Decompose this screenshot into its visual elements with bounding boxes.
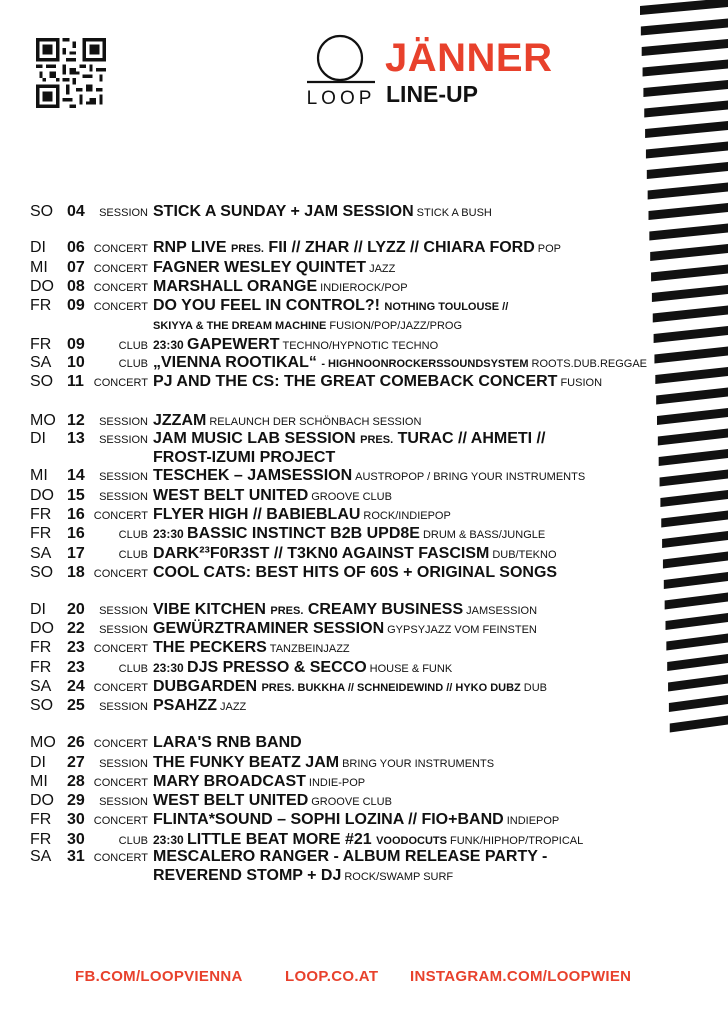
stripe xyxy=(641,19,728,36)
event-genre: ROCK/INDIEPOP xyxy=(363,510,451,522)
page-subtitle: LINE-UP xyxy=(386,81,478,107)
event-genre: INDIEPOP xyxy=(506,815,560,827)
event-type: CLUB xyxy=(118,835,148,847)
event-genre: RELAUNCH DER SCHÖNBACH SESSION xyxy=(209,416,422,428)
event-day: DI xyxy=(30,754,46,771)
event-title: FLYER HIGH // BABIEBLAU ROCK/INDIEPOP xyxy=(153,506,451,523)
event-type: CLUB xyxy=(118,549,148,561)
event-type: CONCERT xyxy=(93,377,148,389)
event-day: DO xyxy=(30,620,54,637)
event-day: DO xyxy=(30,278,54,295)
stripe xyxy=(645,121,728,138)
event-genre: TECHNO/HYPNOTIC TECHNO xyxy=(282,340,439,352)
event-title: 23:30 DJS PRESSO & SECCO HOUSE & FUNK xyxy=(153,659,453,676)
event-title: WEST BELT UNITED GROOVE CLUB xyxy=(153,487,392,504)
event-date: 10 xyxy=(67,354,85,371)
event-genre: FUSION xyxy=(560,377,603,389)
event-type: CONCERT xyxy=(93,852,148,864)
event-type: CONCERT xyxy=(93,777,148,789)
event-date: 26 xyxy=(67,734,85,751)
event-subtitle: - HIGHNOONROCKERSSOUNDSYSTEM xyxy=(321,358,529,370)
event-day: MI xyxy=(30,259,48,276)
event-day: SO xyxy=(30,697,54,714)
event-day: MO xyxy=(30,412,56,429)
footer-link-instagram[interactable]: INSTAGRAM.COM/LOOPWIEN xyxy=(410,968,632,985)
event-type: SESSION xyxy=(99,605,148,617)
stripe xyxy=(643,60,728,77)
stripe xyxy=(640,0,728,15)
event-genre: INDIE-POP xyxy=(308,777,366,789)
event-date: 08 xyxy=(67,278,85,295)
event-type: CONCERT xyxy=(93,510,148,522)
event-title: STICK A SUNDAY + JAM SESSION STICK A BUSH xyxy=(153,203,492,220)
event-date: 16 xyxy=(67,506,85,523)
event-date: 23 xyxy=(67,659,85,676)
event-date: 29 xyxy=(67,792,85,809)
event-day: DI xyxy=(30,430,46,447)
event-type: SESSION xyxy=(99,624,148,636)
stripe xyxy=(670,716,728,733)
event-title: MESCALERO RANGER - ALBUM RELEASE PARTY - xyxy=(153,848,548,865)
event-date: 23 xyxy=(67,639,85,656)
event-genre: POP xyxy=(537,243,562,255)
event-type: CONCERT xyxy=(93,243,148,255)
event-genre: BRING YOUR INSTRUMENTS xyxy=(342,758,495,770)
event-day: MI xyxy=(30,467,48,484)
event-type: CONCERT xyxy=(93,301,148,313)
event-title: 23:30 LITTLE BEAT MORE #21 VOODOCUTS FUNK/HIPHOP/TROPICAL xyxy=(153,831,584,848)
page-title: JÄNNER xyxy=(385,36,553,80)
stripe xyxy=(656,388,728,405)
stripe xyxy=(667,654,728,671)
stripe xyxy=(648,183,728,200)
event-date: 22 xyxy=(67,620,85,637)
stripe xyxy=(658,429,728,446)
event-day: SA xyxy=(30,354,52,371)
event-title-continuation: FROST-IZUMI PROJECT xyxy=(153,449,336,466)
event-title: FAGNER WESLEY QUINTET JAZZ xyxy=(153,259,396,276)
logo-text: LOOP xyxy=(306,88,376,109)
event-date: 30 xyxy=(67,811,85,828)
event-date: 20 xyxy=(67,601,85,618)
event-title-continuation xyxy=(153,316,462,334)
event-title: WEST BELT UNITED GROOVE CLUB xyxy=(153,792,392,809)
event-genre: ROCK/SWAMP SURF xyxy=(344,871,454,883)
event-title: VIBE KITCHEN PRES. CREAMY BUSINESS JAMSESSION xyxy=(153,601,538,618)
event-day: SO xyxy=(30,373,54,390)
stripe xyxy=(665,593,728,610)
stripe xyxy=(662,531,728,548)
stripe xyxy=(660,490,728,507)
event-date: 13 xyxy=(67,430,85,447)
event-type: SESSION xyxy=(99,701,148,713)
event-title: GEWÜRZTRAMINER SESSION GYPSYJAZZ VOM FEINSTEN xyxy=(153,620,537,637)
event-type: SESSION xyxy=(99,796,148,808)
event-genre: GROOVE CLUB xyxy=(311,796,392,808)
event-date: 15 xyxy=(67,487,85,504)
event-day: DO xyxy=(30,792,54,809)
stripe xyxy=(660,470,728,487)
event-date: 07 xyxy=(67,259,85,276)
event-date: 24 xyxy=(67,678,85,695)
stripe xyxy=(654,347,728,364)
event-type: CONCERT xyxy=(93,282,148,294)
event-day: SA xyxy=(30,545,52,562)
event-genre: INDIEROCK/POP xyxy=(320,282,408,294)
event-type: CLUB xyxy=(118,663,148,675)
event-day: FR xyxy=(30,506,52,523)
event-subtitle: PRES. xyxy=(360,434,394,446)
event-day: FR xyxy=(30,639,52,656)
event-title: 23:30 BASSIC INSTINCT B2B UPD8E DRUM & BASS/JUNGLE xyxy=(153,525,546,542)
stripe xyxy=(659,449,728,466)
event-genre: FUSION/POP/JAZZ/PROG xyxy=(329,320,462,332)
event-day: MI xyxy=(30,773,48,790)
event-genre: JAMSESSION xyxy=(466,605,538,617)
event-type: CLUB xyxy=(118,340,148,352)
event-genre: DUB xyxy=(523,682,548,694)
event-day: FR xyxy=(30,297,52,314)
event-date: 12 xyxy=(67,412,85,429)
event-genre: GROOVE CLUB xyxy=(311,491,392,503)
event-title: PJ AND THE CS: THE GREAT COMEBACK CONCERT FUSION xyxy=(153,373,603,390)
event-title: JZZAM RELAUNCH DER SCHÖNBACH SESSION xyxy=(153,412,422,429)
event-subtitle: SKIYYA & THE DREAM MACHINE xyxy=(153,320,327,332)
stripe xyxy=(653,306,728,323)
event-genre: ROOTS.DUB.REGGAE xyxy=(531,358,648,370)
footer-link-facebook[interactable]: FB.COM/LOOPVIENNA xyxy=(75,968,243,985)
event-type: CONCERT xyxy=(93,568,148,580)
event-title: PSAHZZ JAZZ xyxy=(153,697,247,714)
stripe xyxy=(663,552,728,569)
stripe xyxy=(655,367,728,384)
event-day: SA xyxy=(30,678,52,695)
footer-link-website[interactable]: LOOP.CO.AT xyxy=(285,968,379,985)
event-day: FR xyxy=(30,811,52,828)
stripe xyxy=(649,203,728,220)
event-type: SESSION xyxy=(99,416,148,428)
event-type: CONCERT xyxy=(93,643,148,655)
stripe xyxy=(651,265,728,282)
event-genre: GYPSYJAZZ VOM FEINSTEN xyxy=(387,624,537,636)
event-type: CLUB xyxy=(118,529,148,541)
event-type: SESSION xyxy=(99,434,148,446)
event-title: TESCHEK – JAMSESSION AUSTROPOP / BRING YOUR INSTRUMENTS xyxy=(153,467,586,484)
event-date: 14 xyxy=(67,467,85,484)
event-title: MARY BROADCAST INDIE-POP xyxy=(153,773,366,790)
stripe xyxy=(649,224,728,241)
event-subtitle: PRES. xyxy=(230,243,264,255)
stripe xyxy=(654,326,728,343)
stripe xyxy=(652,285,728,302)
event-date: 09 xyxy=(67,336,85,353)
event-type: CONCERT xyxy=(93,682,148,694)
event-type: SESSION xyxy=(99,471,148,483)
event-day: DI xyxy=(30,239,46,256)
stripe xyxy=(669,695,728,712)
event-time: 23:30 xyxy=(153,661,188,675)
stripe xyxy=(643,80,728,97)
event-title-continuation: REVEREND STOMP + DJ ROCK/SWAMP SURF xyxy=(153,867,454,884)
event-title: THE FUNKY BEATZ JAM BRING YOUR INSTRUMENTS xyxy=(153,754,495,771)
decorative-stripes-icon xyxy=(638,0,728,1030)
event-genre: HOUSE & FUNK xyxy=(369,663,453,675)
stripe xyxy=(650,244,728,261)
event-title: DO YOU FEEL IN CONTROL?! NOTHING TOULOUSE // xyxy=(153,297,509,314)
event-date: 25 xyxy=(67,697,85,714)
event-genre: JAZZ xyxy=(369,263,396,275)
qr-code-icon[interactable] xyxy=(36,38,106,108)
event-day: FR xyxy=(30,336,52,353)
event-type: CLUB xyxy=(118,358,148,370)
event-title: COOL CATS: BEST HITS OF 60S + ORIGINAL SONGS xyxy=(153,564,558,581)
event-title: „VIENNA ROOTIKAL“ - HIGHNOONROCKERSSOUNDSYSTEM ROOTS.DUB.REGGAE xyxy=(153,354,648,371)
event-title: DUBGARDEN PRES. BUKKHA // SCHNEIDEWIND // HYKO DUBZ DUB xyxy=(153,678,548,695)
event-date: 30 xyxy=(67,831,85,848)
stripe xyxy=(668,675,728,692)
event-date: 27 xyxy=(67,754,85,771)
event-day: DI xyxy=(30,601,46,618)
event-time: 23:30 xyxy=(153,527,188,541)
event-day: FR xyxy=(30,659,52,676)
event-title: RNP LIVE PRES. FII // ZHAR // LYZZ // CHIARA FORD POP xyxy=(153,239,562,256)
event-date: 11 xyxy=(67,373,84,390)
event-title: DARK²³F0R3ST // T3KN0 AGAINST FASCISM DUB/TEKNO xyxy=(153,545,557,562)
event-genre: AUSTROPOP / BRING YOUR INSTRUMENTS xyxy=(355,471,586,483)
loop-logo-icon xyxy=(305,34,377,110)
event-date: 09 xyxy=(67,297,85,314)
stripe xyxy=(646,142,728,159)
event-time: 23:30 xyxy=(153,338,188,352)
event-genre: STICK A BUSH xyxy=(416,207,492,219)
event-date: 31 xyxy=(67,848,85,865)
stripe xyxy=(647,162,728,179)
event-title: JAM MUSIC LAB SESSION PRES. TURAC // AHMETI // xyxy=(153,430,546,447)
event-day: SA xyxy=(30,848,52,865)
event-subtitle: PRES. xyxy=(270,605,304,617)
event-time: 23:30 xyxy=(153,833,188,847)
stripe xyxy=(664,572,728,589)
event-genre: TANZBEINJAZZ xyxy=(269,643,350,655)
event-title: THE PECKERS TANZBEINJAZZ xyxy=(153,639,350,656)
event-title: LARA'S RNB BAND xyxy=(153,734,302,751)
event-day: SO xyxy=(30,564,54,581)
event-day: FR xyxy=(30,831,52,848)
event-genre: FUNK/HIPHOP/TROPICAL xyxy=(450,835,584,847)
event-day: DO xyxy=(30,487,54,504)
stripe xyxy=(666,613,728,630)
event-type: SESSION xyxy=(99,758,148,770)
event-genre: JAZZ xyxy=(220,701,247,713)
event-day: SO xyxy=(30,203,54,220)
stripe xyxy=(644,101,728,118)
event-type: CONCERT xyxy=(93,738,148,750)
event-genre: DUB/TEKNO xyxy=(492,549,557,561)
event-subtitle: NOTHING TOULOUSE // xyxy=(384,301,509,313)
event-title: 23:30 GAPEWERT TECHNO/HYPNOTIC TECHNO xyxy=(153,336,439,353)
event-date: 16 xyxy=(67,525,85,542)
event-subtitle: PRES. BUKKHA // SCHNEIDEWIND // HYKO DUBZ xyxy=(261,682,521,694)
event-day: MO xyxy=(30,734,56,751)
event-date: 06 xyxy=(67,239,85,256)
event-date: 17 xyxy=(67,545,85,562)
event-date: 18 xyxy=(67,564,85,581)
event-type: CONCERT xyxy=(93,263,148,275)
event-genre: DRUM & BASS/JUNGLE xyxy=(422,529,546,541)
event-subtitle: VOODOCUTS xyxy=(376,835,447,847)
event-date: 28 xyxy=(67,773,85,790)
event-title: FLINTA*SOUND – SOPHI LOZINA // FIO+BAND INDIEPOP xyxy=(153,811,560,828)
stripe xyxy=(642,39,728,56)
stripe xyxy=(661,511,728,528)
event-type: CONCERT xyxy=(93,815,148,827)
stripe xyxy=(666,634,728,651)
event-type: SESSION xyxy=(99,207,148,219)
event-type: SESSION xyxy=(99,491,148,503)
stripe xyxy=(657,408,728,425)
event-date: 04 xyxy=(67,203,85,220)
event-day: FR xyxy=(30,525,52,542)
event-title: MARSHALL ORANGE INDIEROCK/POP xyxy=(153,278,408,295)
